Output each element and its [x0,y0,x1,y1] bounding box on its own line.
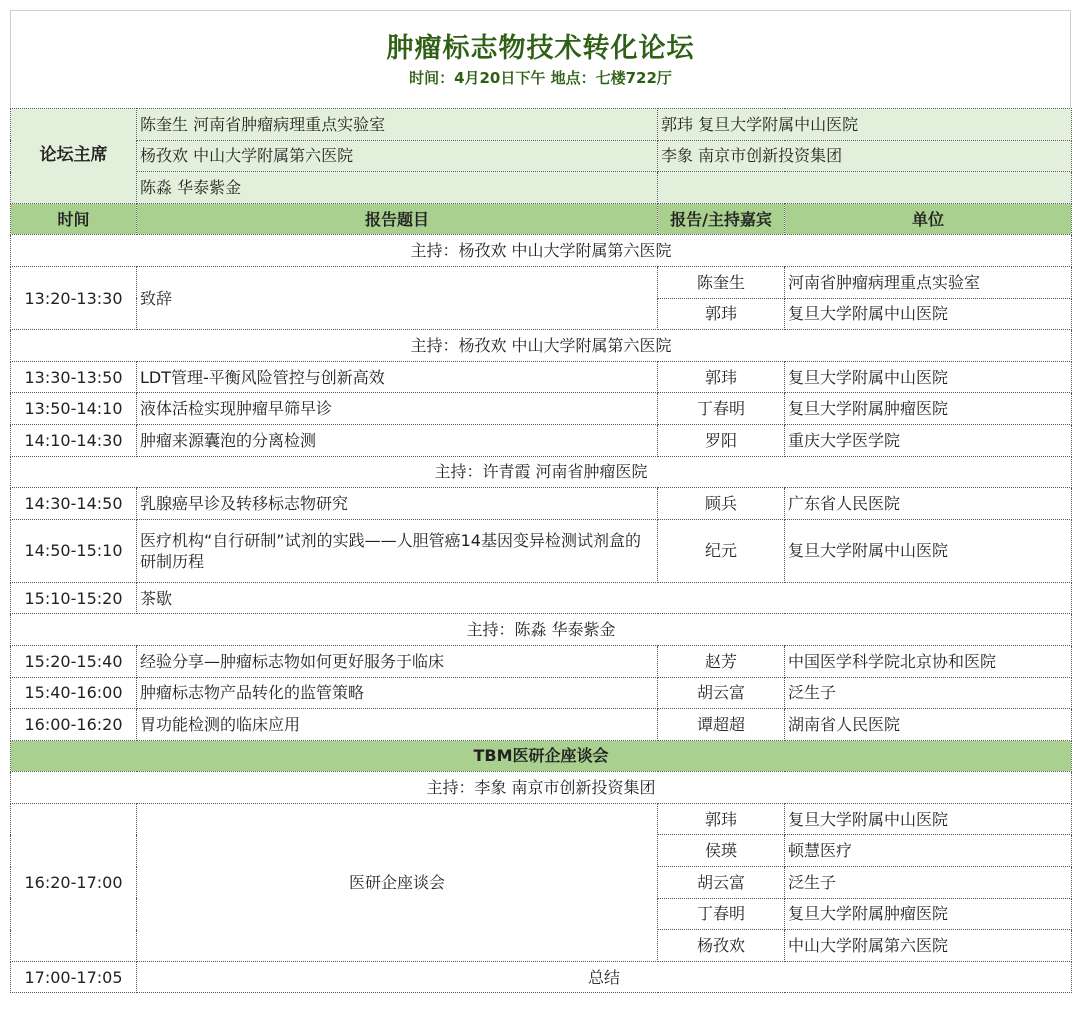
speaker-cell: 郭玮 [658,298,785,330]
agenda-table [10,108,1072,993]
speaker-cell: 胡云富 [658,867,785,899]
speaker-cell: 赵芳 [658,645,785,677]
session-host: 主持：杨孜欢 中山大学附属第六医院 [11,235,1072,267]
host-row [11,330,1072,362]
unit-cell: 复旦大学附属肿瘤医院 [785,898,1072,930]
chair-cell: 李象 南京市创新投资集团 [658,140,1072,172]
table-row [11,393,1072,425]
page-subtitle: 时间：4月20日下午 地点：七楼722厅 [409,69,672,87]
speaker-cell: 纪元 [658,519,785,582]
topic-cell: 医研企座谈会 [137,803,658,961]
topic-cell: 经验分享—肿瘤标志物如何更好服务于临床 [137,645,658,677]
speaker-cell: 顾兵 [658,488,785,520]
table-row [11,677,1072,709]
host-row [11,772,1072,804]
topic-cell: 液体活检实现肿瘤早筛早诊 [137,393,658,425]
chair-cell: 杨孜欢 中山大学附属第六医院 [137,140,658,172]
time-cell: 14:30-14:50 [11,488,137,520]
unit-cell: 复旦大学附属中山医院 [785,361,1072,393]
speaker-cell: 丁春明 [658,393,785,425]
tbm-title-row [11,740,1072,772]
chair-cell: 郭玮 复旦大学附属中山医院 [658,109,1072,141]
unit-cell: 广东省人民医院 [785,488,1072,520]
speaker-cell: 胡云富 [658,677,785,709]
unit-cell: 顿慧医疗 [785,835,1072,867]
time-cell: 13:20-13:30 [11,266,137,329]
agenda-header [10,10,1071,108]
time-cell: 15:10-15:20 [11,582,137,614]
unit-cell: 中山大学附属第六医院 [785,930,1072,962]
time-cell: 16:00-16:20 [11,709,137,741]
host-row [11,614,1072,646]
topic-cell: LDT管理-平衡风险管控与创新高效 [137,361,658,393]
closing-row [11,961,1072,993]
unit-cell: 复旦大学附属中山医院 [785,803,1072,835]
topic-cell: 总结 [137,961,1072,993]
unit-cell: 复旦大学附属中山医院 [785,519,1072,582]
time-cell: 13:50-14:10 [11,393,137,425]
unit-cell: 河南省肿瘤病理重点实验室 [785,266,1072,298]
unit-cell: 泛生子 [785,677,1072,709]
topic-cell: 医疗机构“自行研制”试剂的实践——人胆管癌14基因变异检测试剂盒的研制历程 [137,519,658,582]
page-title: 肿瘤标志物技术转化论坛 [386,33,695,64]
host-row [11,456,1072,488]
time-cell: 15:20-15:40 [11,645,137,677]
speaker-cell: 陈奎生 [658,266,785,298]
unit-cell: 中国医学科学院北京协和医院 [785,645,1072,677]
header-topic: 报告题目 [137,203,658,235]
chair-row [11,109,1072,141]
table-row [11,424,1072,456]
table-row [11,266,1072,298]
time-cell: 15:40-16:00 [11,677,137,709]
chair-row [11,172,1072,204]
chair-cell [658,172,1072,204]
table-row [11,709,1072,741]
unit-cell: 湖南省人民医院 [785,709,1072,741]
time-cell: 14:10-14:30 [11,424,137,456]
speaker-cell: 丁春明 [658,898,785,930]
session-host: 主持：李象 南京市创新投资集团 [11,772,1072,804]
session-host: 主持：许青霞 河南省肿瘤医院 [11,456,1072,488]
table-row [11,488,1072,520]
table-row [11,803,1072,835]
agenda-sheet [10,10,1071,993]
table-row [11,645,1072,677]
unit-cell: 重庆大学医学院 [785,424,1072,456]
topic-cell: 胃功能检测的临床应用 [137,709,658,741]
header-speaker: 报告/主持嘉宾 [658,203,785,235]
topic-cell: 乳腺癌早诊及转移标志物研究 [137,488,658,520]
table-row [11,361,1072,393]
speaker-cell: 谭超超 [658,709,785,741]
speaker-cell: 罗阳 [658,424,785,456]
header-unit: 单位 [785,203,1072,235]
table-row [11,519,1072,582]
chair-cell: 陈奎生 河南省肿瘤病理重点实验室 [137,109,658,141]
unit-cell: 复旦大学附属中山医院 [785,298,1072,330]
break-row [11,582,1072,614]
speaker-cell: 郭玮 [658,361,785,393]
session-host: 主持：杨孜欢 中山大学附属第六医院 [11,330,1072,362]
speaker-cell: 杨孜欢 [658,930,785,962]
chair-cell: 陈淼 华泰紫金 [137,172,658,204]
chair-label: 论坛主席 [11,109,137,204]
time-cell: 14:50-15:10 [11,519,137,582]
header-time: 时间 [11,203,137,235]
speaker-cell: 郭玮 [658,803,785,835]
tbm-title: TBM医研企座谈会 [11,740,1072,772]
unit-cell: 复旦大学附属肿瘤医院 [785,393,1072,425]
topic-cell: 肿瘤标志物产品转化的监管策略 [137,677,658,709]
session-host: 主持：陈淼 华泰紫金 [11,614,1072,646]
topic-cell: 肿瘤来源囊泡的分离检测 [137,424,658,456]
time-cell: 16:20-17:00 [11,803,137,961]
speaker-cell: 侯瑛 [658,835,785,867]
column-header-row [11,203,1072,235]
time-cell: 13:30-13:50 [11,361,137,393]
topic-cell: 致辞 [137,266,658,329]
host-row [11,235,1072,267]
unit-cell: 泛生子 [785,867,1072,899]
topic-cell: 茶歇 [137,582,1072,614]
time-cell: 17:00-17:05 [11,961,137,993]
chair-row [11,140,1072,172]
